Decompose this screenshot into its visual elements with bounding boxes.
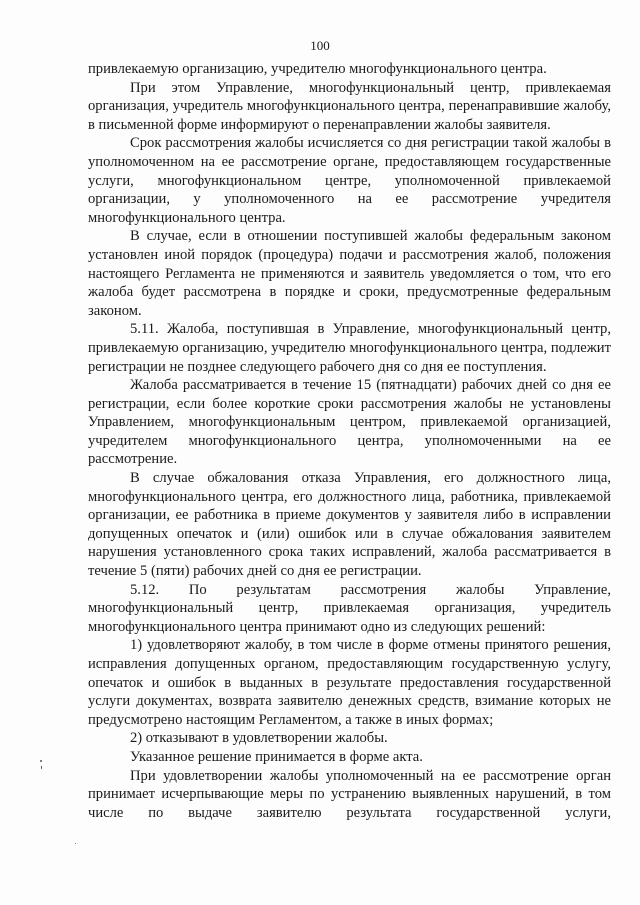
paragraph: Жалоба рассматривается в течение 15 (пятнадцати) рабочих дней со дня ее регистрации, если более короткие сроки рассмотрения жалобы не установлены Управлением, многофункциональным центром, привлекаемой организацией, учредителем многофункционального центра, уполномоченными на ее рассмотрение.	[88, 377, 611, 468]
scan-speck	[75, 843, 76, 844]
scan-speck	[40, 760, 42, 762]
page-number: 100	[310, 38, 330, 53]
paragraph: В случае обжалования отказа Управления, его должностного лица, многофункционального центра, его должностного лица, работника, привлекаемой организации, ее работника в приеме документов у заявителя либо в исправлении допущенных опечаток и (или) ошибок или в случае обжалования заявителем нарушения установленного срока таких исправлений, жалоба рассматривается в течение 5 (пяти) рабочих дней со дня ее регистрации.	[88, 470, 611, 580]
paragraph: 5.11. Жалоба, поступившая в Управление, многофункциональный центр, привлекаемую организацию, учредителю многофункционального центра, подлежит регистрации не позднее следующего рабочего дня со дня ее поступления.	[88, 321, 611, 375]
paragraph: Срок рассмотрения жалобы исчисляется со дня регистрации такой жалобы в уполномоченном на ее рассмотрение органе, предоставляющем государственные услуги, многофункциональном центре, уполномоченной привлекаемой организации, у уполномоченного на ее рассмотрение учредителя многофункционального центра.	[88, 135, 611, 226]
paragraph: 1) удовлетворяют жалобу, в том числе в форме отмены принятого решения, исправления допущенных органом, предоставляющим государственную услугу, опечаток и ошибок в выданных в результате предоставления государственной услуги документах, возврата заявителю денежных средств, взимание которых не предусмотрено настоящим Регламентом, а также в иных формах;	[88, 637, 611, 728]
paragraph: При удовлетворении жалобы уполномоченный на ее рассмотрение орган принимает исчерпывающие меры по устранению выявленных нарушений, в том числе по выдаче заявителю результата государственной услуги,	[88, 767, 611, 821]
scan-speck	[41, 766, 42, 769]
paragraph: При этом Управление, многофункциональный центр, привлекаемая организация, учредитель многофункционального центра, перенаправившие жалобу, в письменной форме информируют о перенаправлении жалобы заявителя.	[88, 79, 611, 133]
paragraph: привлекаемую организацию, учредителю многофункционального центра.	[88, 61, 547, 77]
paragraph: 5.12. По результатам рассмотрения жалобы Управление, многофункциональный центр, привлекаемая организация, учредитель многофункционального центра принимают одно из следующих решений:	[88, 581, 611, 635]
paragraph: 2) отказывают в удовлетворении жалобы.	[130, 730, 388, 747]
document-body	[88, 60, 611, 822]
paragraph: Указанное решение принимается в форме акта.	[130, 748, 423, 765]
paragraph: В случае, если в отношении поступившей жалобы федеральным законом установлен иной порядок (процедура) подачи и рассмотрения жалоб, положения настоящего Регламента не применяются и заявитель уведомляется о том, что его жалоба будет рассмотрена в порядке и сроки, предусмотренные федеральным законом.	[88, 228, 611, 319]
